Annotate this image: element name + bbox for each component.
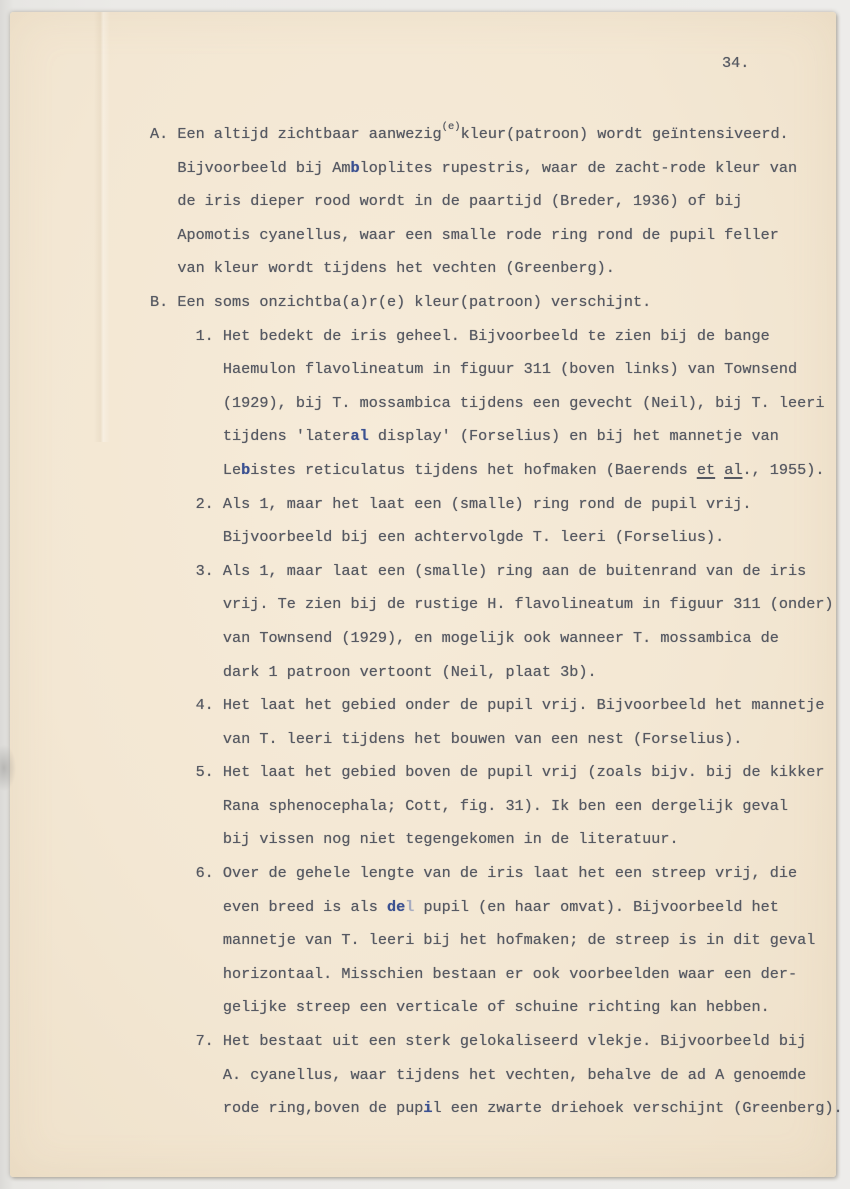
erased-character: l xyxy=(405,897,415,916)
text-line xyxy=(150,756,843,790)
paper-crease xyxy=(94,12,110,442)
text-segment: tijdens 'later xyxy=(150,427,351,446)
text-line xyxy=(150,1025,843,1059)
page-number: 34. xyxy=(722,54,750,72)
underlined-text: al xyxy=(724,460,743,479)
text-segment: Haemulon flavolineatum in figuur 311 (boven links) van Townsend xyxy=(150,360,798,379)
text-line xyxy=(150,958,843,992)
text-line xyxy=(150,387,843,421)
text-segment: mannetje van T. leeri bij het hofmaken; de streep is in dit geval xyxy=(150,931,816,950)
text-segment: 7. Het bestaat uit een sterk gelokaliseerd vlekje. Bijvoorbeeld bij xyxy=(150,1032,807,1051)
text-segment: Bijvoorbeeld bij een achtervolgde T. leeri (Forselius). xyxy=(150,528,725,547)
text-segment: gelijke streep een verticale of schuine richting kan hebben. xyxy=(150,998,770,1017)
text-line xyxy=(150,689,843,723)
text-segment: (1929), bij T. mossambica tijdens een gevecht (Neil), bij T. leeri xyxy=(150,393,825,412)
text-line xyxy=(150,521,843,555)
text-segment: A. Een altijd zichtbaar aanwezig xyxy=(150,125,442,143)
overtyped-correction: de xyxy=(386,897,406,916)
overtyped-correction: al xyxy=(350,427,369,446)
text-segment: Apomotis cyanellus, waar een smalle rode ring rond de pupil feller xyxy=(150,225,779,244)
text-segment: ., 1955). xyxy=(742,460,825,479)
text-segment: dark 1 patroon vertoont (Neil, plaat 3b). xyxy=(150,662,597,681)
text-line xyxy=(150,118,843,152)
text-segment: van kleur wordt tijdens het vechten (Greenberg). xyxy=(150,259,615,278)
text-line xyxy=(150,353,843,387)
text-line xyxy=(150,823,843,857)
text-segment: display' (Forselius) en bij het mannetje van xyxy=(368,427,779,446)
text-segment: van Townsend (1929), en mogelijk ook wanneer T. mossambica de xyxy=(150,628,779,647)
text-segment: istes reticulatus tijdens het hofmaken (Baerends xyxy=(250,460,697,479)
text-segment: 2. Als 1, maar het laat een (smalle) ring rond de pupil vrij. xyxy=(150,494,752,513)
text-segment: l een zwarte driehoek verschijnt (Greenberg). xyxy=(432,1099,843,1118)
text-line xyxy=(150,588,843,622)
text-line xyxy=(150,656,843,690)
text-line xyxy=(150,185,843,219)
text-line xyxy=(150,219,843,253)
text-segment: 4. Het laat het gebied onder de pupil vrij. Bijvoorbeeld het mannetje xyxy=(150,696,825,715)
text-line xyxy=(150,622,843,656)
overtyped-correction: b xyxy=(350,158,360,177)
text-segment: pupil (en haar omvat). Bijvoorbeeld het xyxy=(414,897,779,916)
overtyped-correction: i xyxy=(423,1099,433,1118)
text-segment: B. Een soms onzichtba(a)r(e) kleur(patroon) verschijnt. xyxy=(150,292,652,311)
text-segment: kleur(patroon) wordt geïntensiveerd. xyxy=(460,125,789,143)
text-segment: Bijvoorbeeld bij Am xyxy=(150,158,351,177)
text-segment: A. cyanellus, waar tijdens het vechten, behalve de ad A genoemde xyxy=(150,1065,807,1084)
text-line xyxy=(150,857,843,891)
overtyped-correction: b xyxy=(241,460,251,479)
text-segment: vrij. Te zien bij de rustige H. flavolineatum in figuur 311 (onder) xyxy=(150,595,834,614)
text-segment: 1. Het bedekt de iris geheel. Bijvoorbeeld te zien bij de bange xyxy=(150,326,770,345)
superscript-annotation: (e) xyxy=(441,121,461,133)
text-line xyxy=(150,152,843,186)
text-segment: Le xyxy=(150,460,242,479)
text-segment: rode ring,boven de pup xyxy=(150,1099,424,1118)
text-line xyxy=(150,420,843,454)
text-segment: 6. Over de gehele lengte van de iris laat het een streep vrij, die xyxy=(150,864,798,883)
text-segment: de iris dieper rood wordt in de paartijd (Breder, 1936) of bij xyxy=(150,192,743,211)
text-line xyxy=(150,891,843,925)
text-line xyxy=(150,723,843,757)
text-line xyxy=(150,924,843,958)
text-segment: 3. Als 1, maar laat een (smalle) ring aan de buitenrand van de iris xyxy=(150,561,807,580)
text-line xyxy=(150,488,843,522)
text-segment: even breed is als xyxy=(150,897,387,916)
text-line xyxy=(150,454,843,488)
document-page xyxy=(10,12,843,1177)
text-segment: 5. Het laat het gebied boven de pupil vrij (zoals bijv. bij de kikker xyxy=(150,763,825,782)
text-line xyxy=(150,1059,843,1093)
text-line xyxy=(150,286,843,320)
text-segment xyxy=(715,461,724,479)
text-line xyxy=(150,1092,843,1126)
scan-smudge xyxy=(0,745,16,791)
text-segment: horizontaal. Misschien bestaan er ook voorbeelden waar een der- xyxy=(150,964,798,983)
text-segment: loplites rupestris, waar de zacht-rode kleur van xyxy=(359,158,798,177)
text-segment: Rana sphenocephala; Cott, fig. 31). Ik ben een dergelijk geval xyxy=(150,796,788,815)
text-segment: bij vissen nog niet tegengekomen in de literatuur. xyxy=(150,830,679,849)
text-line xyxy=(150,320,843,354)
text-line xyxy=(150,555,843,589)
text-line xyxy=(150,252,843,286)
text-line xyxy=(150,991,843,1025)
text-segment: van T. leeri tijdens het bouwen van een nest (Forselius). xyxy=(150,729,743,748)
underlined-text: et xyxy=(696,460,716,479)
document-text-block xyxy=(150,118,843,1126)
text-line xyxy=(150,790,843,824)
